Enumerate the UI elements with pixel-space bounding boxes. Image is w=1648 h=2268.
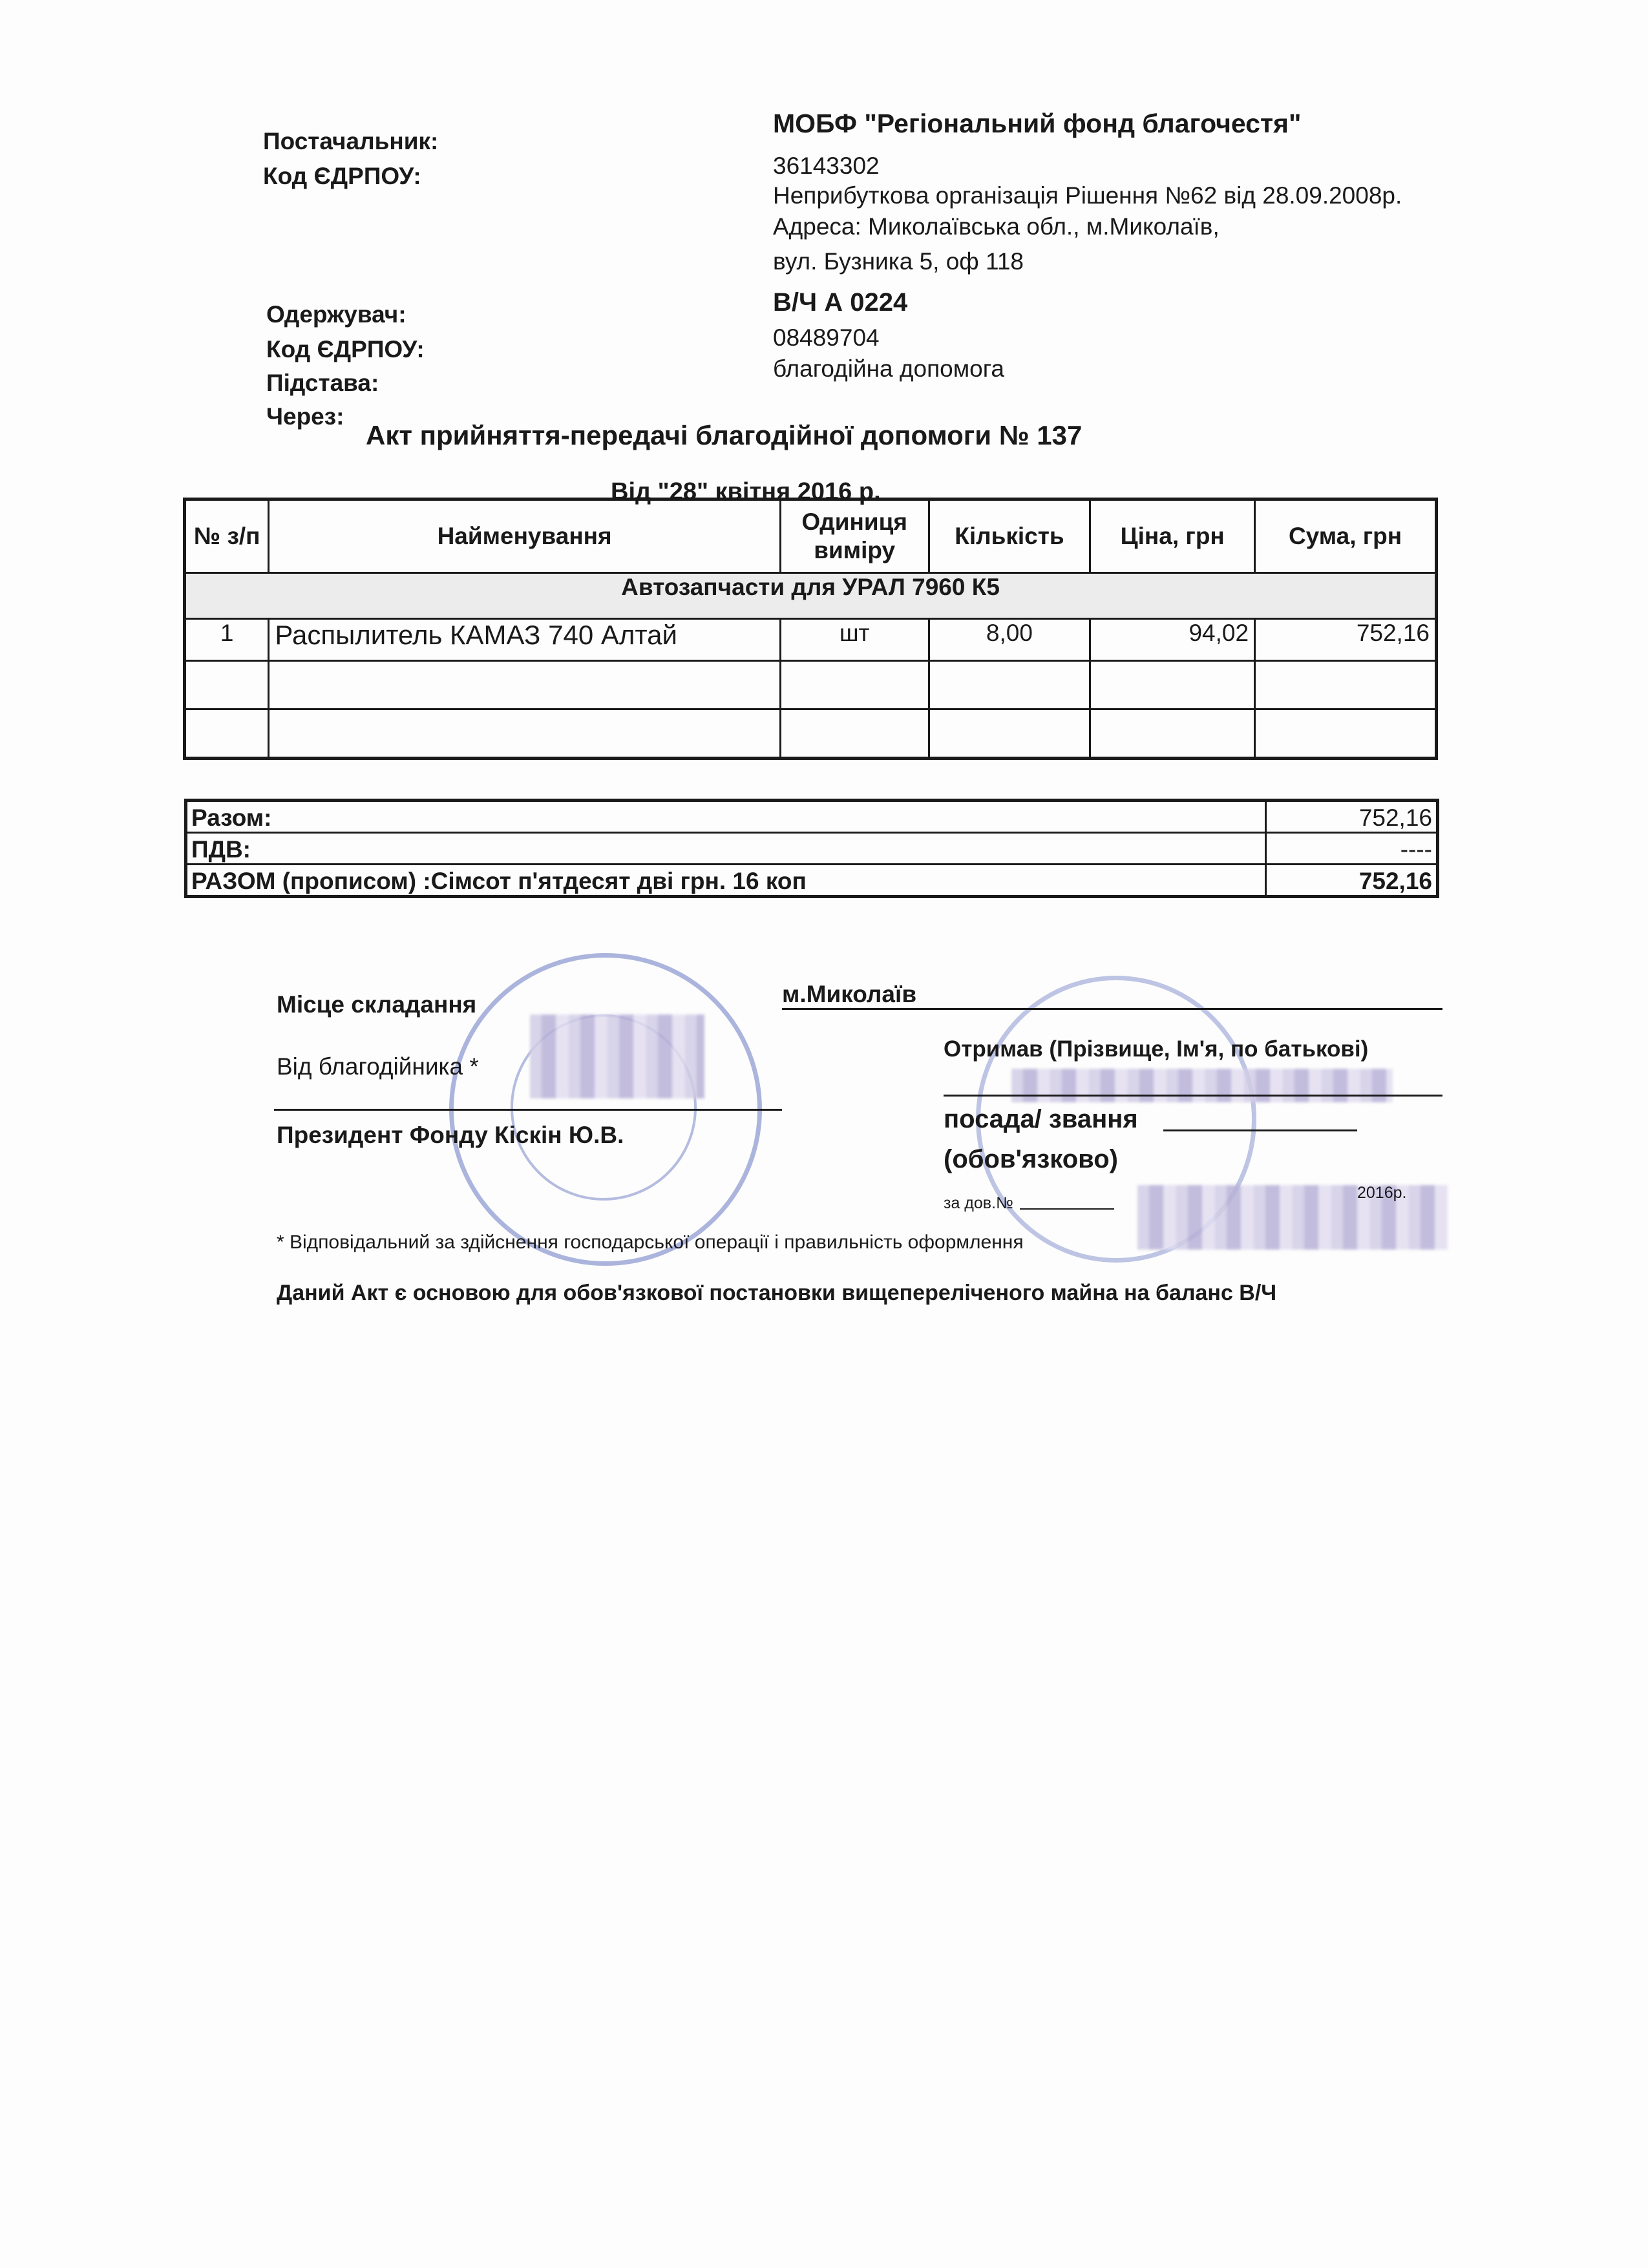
subtotal-row bbox=[186, 801, 1438, 833]
table-group-row bbox=[185, 573, 1437, 619]
total-row bbox=[186, 865, 1438, 897]
donor-signature-line bbox=[274, 1109, 782, 1111]
proxy-label: за дов.№ bbox=[944, 1194, 1013, 1212]
received-by-label: Отримав (Прізвище, Ім'я, по батькові) bbox=[944, 1036, 1369, 1062]
col-sum-header: Сума, грн bbox=[1255, 499, 1437, 573]
recipient-name-line bbox=[944, 1095, 1442, 1097]
row-qty: 8,00 bbox=[929, 619, 1090, 661]
balance-statement: Даний Акт є основою для обов'язкової постановки вищепереліченого майна на баланс В/Ч bbox=[277, 1281, 1277, 1305]
supplier-address-line1: Адреса: Миколаївська обл., м.Миколаїв, bbox=[773, 213, 1220, 240]
supplier-code-label: Код ЄДРПОУ: bbox=[263, 163, 421, 189]
basis-value: благодійна допомога bbox=[773, 355, 1004, 382]
items-table bbox=[183, 498, 1438, 760]
supplier-name: МОБФ "Регіональний фонд благочестя" bbox=[773, 109, 1302, 138]
supplier-address-line2: вул. Бузника 5, оф 118 bbox=[773, 248, 1024, 275]
from-donor-label: Від благодійника * bbox=[277, 1053, 479, 1080]
col-name-header: Найменування bbox=[269, 499, 780, 573]
total-words: РАЗОМ (прописом) :Сімсот п'ятдесят дві грн. 16 коп bbox=[186, 865, 1266, 897]
basis-label: Підстава: bbox=[266, 370, 379, 396]
col-number-header: № з/п bbox=[185, 499, 269, 573]
subtotal-label: Разом: bbox=[186, 801, 1266, 833]
redacted-donor-signature bbox=[530, 1014, 704, 1098]
table-header-row bbox=[185, 499, 1437, 573]
proxy-number-line bbox=[1020, 1208, 1114, 1210]
receiver-code: 08489704 bbox=[773, 324, 880, 351]
row-price: 94,02 bbox=[1090, 619, 1255, 661]
col-qty-header: Кількість bbox=[929, 499, 1090, 573]
president-signature: Президент Фонду Кіскін Ю.В. bbox=[277, 1122, 624, 1148]
row-name: Распылитель КАМАЗ 740 Алтай bbox=[269, 619, 780, 661]
place-underline bbox=[782, 1008, 1442, 1010]
total-value: 752,16 bbox=[1266, 865, 1438, 897]
totals-table bbox=[184, 799, 1439, 898]
document-title: Акт прийняття-передачі благодійної допомоги № 137 bbox=[366, 420, 1083, 450]
table-row-empty bbox=[185, 661, 1437, 709]
vat-row bbox=[186, 833, 1438, 865]
supplier-label: Постачальник: bbox=[263, 128, 439, 154]
subtotal-value: 752,16 bbox=[1266, 801, 1438, 833]
table-row-empty bbox=[185, 709, 1437, 759]
col-unit-header: Одиниця виміру bbox=[780, 499, 929, 573]
vat-label: ПДВ: bbox=[186, 833, 1266, 865]
redacted-recipient-name bbox=[1011, 1069, 1393, 1102]
footnote: * Відповідальний за здійснення господарської операції і правильність оформлення bbox=[277, 1232, 1024, 1253]
place-value: м.Миколаїв bbox=[782, 981, 917, 1007]
position-line bbox=[1163, 1129, 1357, 1131]
proxy-year: 2016р. bbox=[1357, 1184, 1407, 1202]
position-label: посада/ звання bbox=[944, 1105, 1138, 1133]
via-label: Через: bbox=[266, 403, 344, 430]
group-title: Автозапчасти для УРАЛ 7960 К5 bbox=[185, 573, 1437, 619]
col-price-header: Ціна, грн bbox=[1090, 499, 1255, 573]
document-date: Від "28" квітня 2016 р. bbox=[611, 478, 881, 505]
place-label: Місце складання bbox=[277, 991, 477, 1018]
row-number: 1 bbox=[185, 619, 269, 661]
table-row bbox=[185, 619, 1437, 661]
receiver-code-label: Код ЄДРПОУ: bbox=[266, 336, 425, 362]
supplier-status: Неприбуткова організація Рішення №62 від 28.09.2008р. bbox=[773, 182, 1402, 209]
vat-value: ---- bbox=[1266, 833, 1438, 865]
receiver-name: В/Ч А 0224 bbox=[773, 288, 908, 317]
supplier-code: 36143302 bbox=[773, 152, 880, 179]
receiver-label: Одержувач: bbox=[266, 301, 407, 328]
row-unit: шт bbox=[780, 619, 929, 661]
row-sum: 752,16 bbox=[1255, 619, 1437, 661]
mandatory-note: (обов'язково) bbox=[944, 1145, 1118, 1173]
